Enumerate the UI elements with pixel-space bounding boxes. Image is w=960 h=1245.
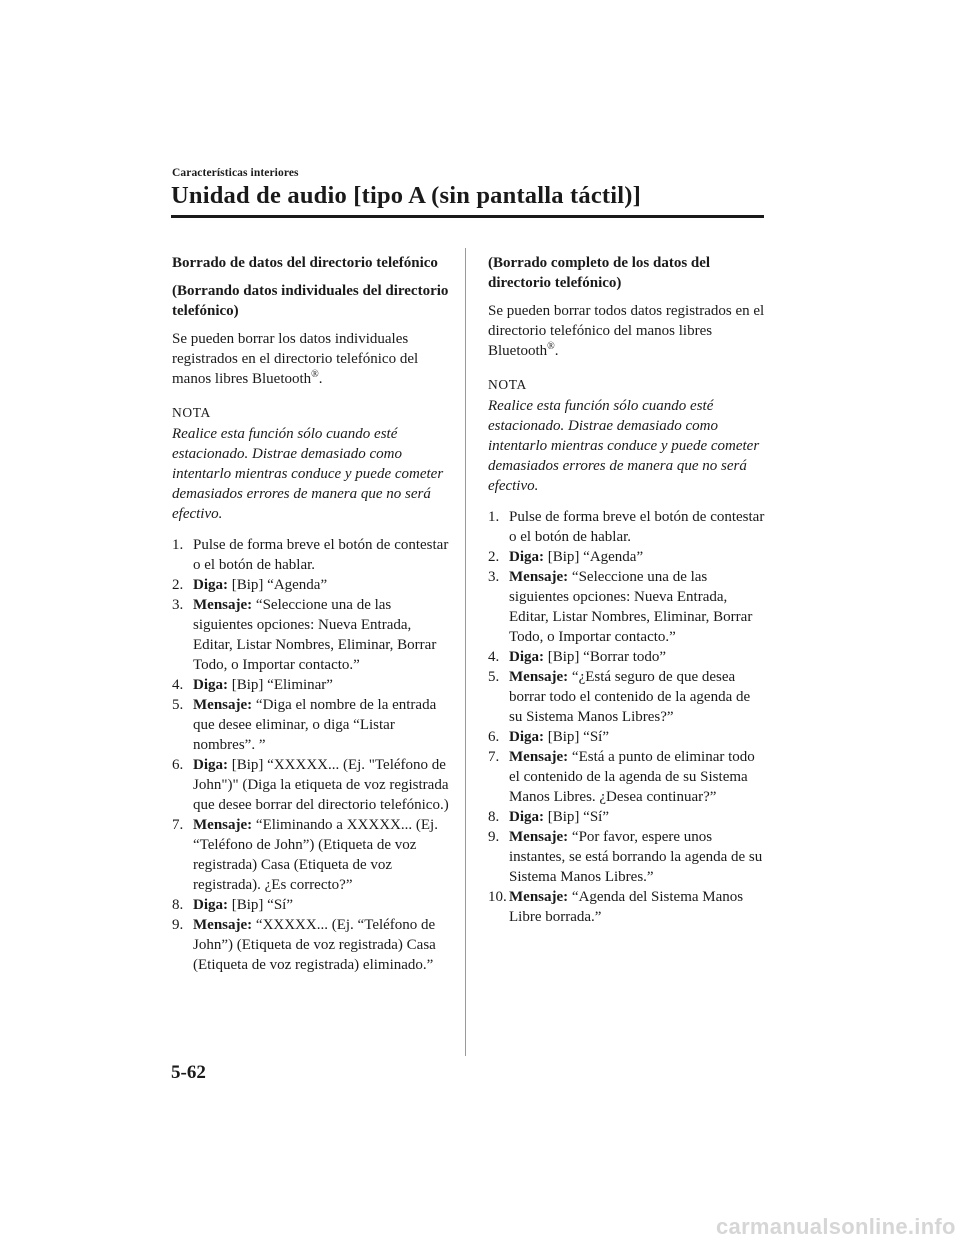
- step-item: [488, 507, 766, 547]
- step-label: Diga:: [193, 577, 228, 593]
- step-text: “Está a punto de eliminar todo el contenido de la agenda de su Sistema Manos Libres. ¿Desea continuar?”: [509, 749, 755, 805]
- step-item: [172, 755, 454, 815]
- right-column: [488, 253, 766, 927]
- step-number: 7.: [488, 749, 500, 765]
- right-steps-list: [488, 507, 766, 927]
- left-heading: Borrado de datos del directorio telefónico: [172, 255, 438, 271]
- step-text: “Agenda del Sistema Manos Libre borrada.”: [509, 889, 744, 925]
- step-item: [172, 695, 454, 755]
- registered-mark: ®: [547, 341, 555, 352]
- step-number: 4.: [172, 677, 184, 693]
- step-number: 6.: [488, 729, 500, 745]
- step-label: Mensaje:: [193, 917, 253, 933]
- step-label: Mensaje:: [509, 749, 569, 765]
- step-item: [172, 575, 454, 595]
- right-note-text: Realice esta función sólo cuando esté estacionado. Distrae demasiado como intentarlo mientras conduce y puede cometer demasiados errores de manera que no será efectivo.: [488, 398, 760, 494]
- step-number: 9.: [488, 829, 500, 845]
- step-number: 3.: [172, 597, 184, 613]
- step-label: Diga:: [193, 897, 228, 913]
- page-title: Unidad de audio [tipo A (sin pantalla táctil)]: [171, 182, 642, 209]
- step-number: 1.: [488, 509, 500, 525]
- step-item: [172, 815, 454, 895]
- step-item: [488, 647, 766, 667]
- step-item: [488, 747, 766, 807]
- step-label: Mensaje:: [509, 889, 569, 905]
- step-text: “Eliminando a XXXXX... (Ej. “Teléfono de John”) (Etiqueta de voz registrada) Casa (Etiqueta de voz registrada). ¿Es correcto?”: [193, 817, 438, 893]
- left-note-label: NOTA: [172, 405, 211, 420]
- step-item: [488, 887, 766, 927]
- step-text: [Bip] “Eliminar”: [228, 677, 333, 693]
- step-number: 7.: [172, 817, 184, 833]
- column-divider: [465, 248, 466, 1056]
- left-note-text: Realice esta función sólo cuando esté estacionado. Distrae demasiado como intentarlo mientras conduce y puede cometer demasiados errores de manera que no será efectivo.: [172, 426, 444, 522]
- right-intro: [488, 301, 766, 361]
- step-text: Pulse de forma breve el botón de contestar o el botón de hablar.: [193, 537, 449, 573]
- step-item: [488, 727, 766, 747]
- step-text: [Bip] “Sí”: [544, 809, 609, 825]
- step-item: [172, 675, 454, 695]
- right-intro-text: Se pueden borrar todos datos registrados en el directorio telefónico del manos libres Bluetooth: [488, 303, 765, 359]
- step-item: [172, 915, 454, 975]
- step-number: 8.: [172, 897, 184, 913]
- left-intro-end: .: [318, 371, 323, 387]
- left-subheading: (Borrando datos individuales del directorio telefónico): [172, 283, 449, 319]
- step-text: “¿Está seguro de que desea borrar todo el contenido de la agenda de su Sistema Manos Libres?”: [509, 669, 751, 725]
- step-label: Mensaje:: [509, 829, 569, 845]
- left-intro: [172, 329, 454, 389]
- step-number: 4.: [488, 649, 500, 665]
- step-text: “Diga el nombre de la entrada que desee eliminar, o diga “Listar nombres”. ”: [193, 697, 437, 753]
- step-label: Diga:: [509, 729, 544, 745]
- step-text: [Bip] “Agenda”: [544, 549, 644, 565]
- title-rule: [171, 215, 764, 218]
- step-number: 2.: [172, 577, 184, 593]
- step-number: 6.: [172, 757, 184, 773]
- step-label: Mensaje:: [509, 669, 569, 685]
- left-steps-list: [172, 535, 454, 975]
- step-number: 5.: [172, 697, 184, 713]
- page-number: 5-62: [171, 1062, 206, 1083]
- step-label: Mensaje:: [193, 597, 253, 613]
- step-text: [Bip] “Sí”: [228, 897, 293, 913]
- step-label: Diga:: [193, 757, 228, 773]
- step-label: Diga:: [193, 677, 228, 693]
- step-text: [Bip] “Borrar todo”: [544, 649, 667, 665]
- step-label: Diga:: [509, 809, 544, 825]
- step-number: 2.: [488, 549, 500, 565]
- watermark: carmanualsonline.info: [716, 1214, 956, 1239]
- step-text: “Por favor, espere unos instantes, se está borrando la agenda de su Sistema Manos Libres.”: [509, 829, 763, 885]
- step-text: “XXXXX... (Ej. “Teléfono de John”) (Etiqueta de voz registrada) Casa (Etiqueta de voz registrada) eliminado.”: [193, 917, 436, 973]
- step-item: [488, 567, 766, 647]
- left-column: [172, 253, 454, 975]
- step-item: [172, 595, 454, 675]
- step-number: 1.: [172, 537, 184, 553]
- step-item: [172, 895, 454, 915]
- registered-mark: ®: [311, 369, 319, 380]
- step-number: 10.: [488, 889, 507, 905]
- step-label: Mensaje:: [193, 697, 253, 713]
- right-intro-end: .: [554, 343, 559, 359]
- step-text: Pulse de forma breve el botón de contestar o el botón de hablar.: [509, 509, 765, 545]
- step-number: 5.: [488, 669, 500, 685]
- step-label: Diga:: [509, 549, 544, 565]
- left-intro-text: Se pueden borrar los datos individuales registrados en el directorio telefónico del manos libres Bluetooth: [172, 331, 419, 387]
- right-heading: (Borrado completo de los datos del directorio telefónico): [488, 255, 711, 291]
- step-number: 3.: [488, 569, 500, 585]
- step-item: [488, 667, 766, 727]
- step-text: [Bip] “Agenda”: [228, 577, 328, 593]
- step-item: [172, 535, 454, 575]
- step-item: [488, 547, 766, 567]
- step-text: [Bip] “XXXXX... (Ej. "Teléfono de John")" (Diga la etiqueta de voz registrada que desee borrar del directorio telefónico.): [193, 757, 449, 813]
- step-number: 9.: [172, 917, 184, 933]
- step-label: Mensaje:: [193, 817, 253, 833]
- step-item: [488, 827, 766, 887]
- step-text: “Seleccione una de las siguientes opciones: Nueva Entrada, Editar, Listar Nombres, Eliminar, Borrar Todo, o Importar contacto.”: [509, 569, 753, 645]
- step-label: Diga:: [509, 649, 544, 665]
- step-text: “Seleccione una de las siguientes opciones: Nueva Entrada, Editar, Listar Nombres, Eliminar, Borrar Todo, o Importar contacto.”: [193, 597, 437, 673]
- right-note-label: NOTA: [488, 377, 527, 392]
- step-item: [488, 807, 766, 827]
- step-label: Mensaje:: [509, 569, 569, 585]
- step-number: 8.: [488, 809, 500, 825]
- section-label: Características interiores: [172, 167, 299, 179]
- step-text: [Bip] “Sí”: [544, 729, 609, 745]
